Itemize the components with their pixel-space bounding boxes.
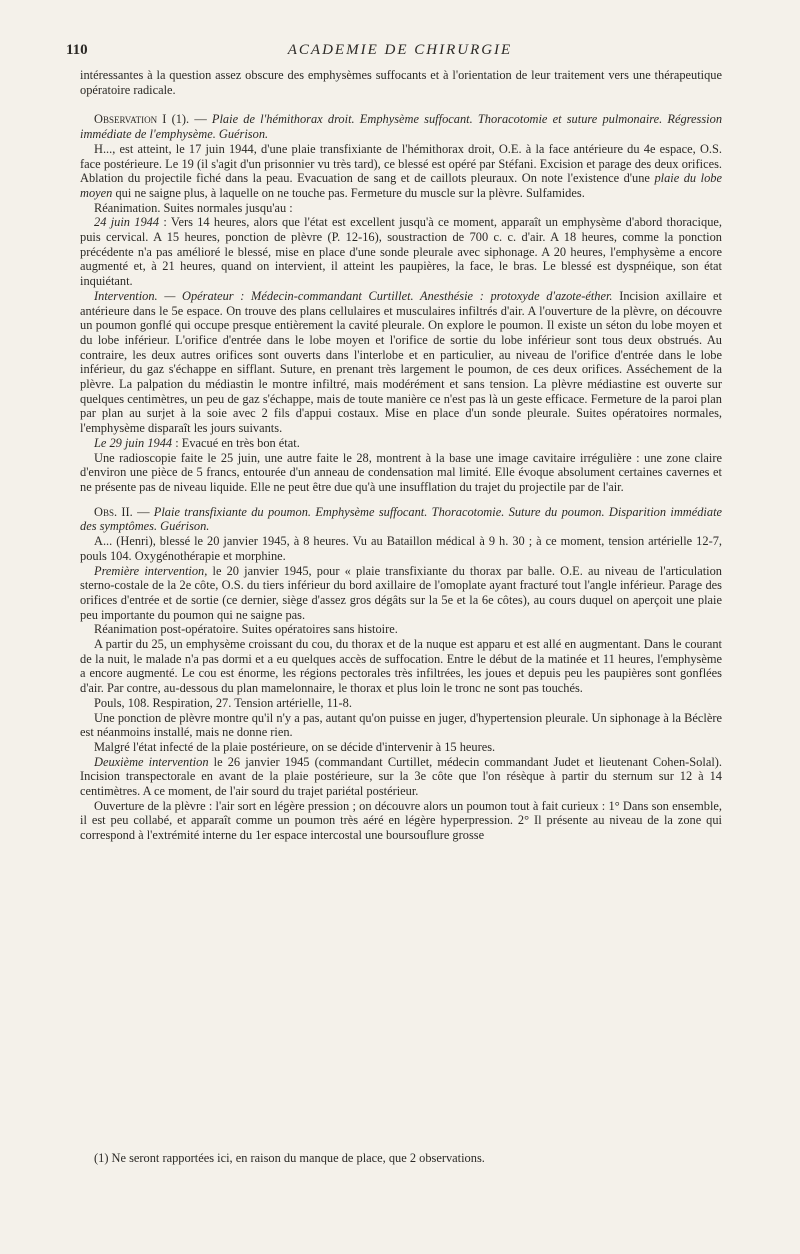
obs1-intervention-label: Intervention. — Opérateur : Médecin-commandant Curtillet. Anesthésie : protoxyde d'azote-éther. [94, 288, 613, 303]
obs2-paragraph: Réanimation post-opératoire. Suites opératoires sans histoire. [94, 622, 398, 637]
observation-label: Obs. II. — [94, 504, 154, 519]
obs2-paragraph: A... (Henri), blessé le 20 janvier 1945, à 8 heures. Vu au Bataillon médical à 9 h. 30 ; à ce moment, tension artérielle 12-7, pouls 104. Oxygénothérapie et morphine. [80, 534, 722, 563]
observation-2-heading [80, 505, 722, 534]
obs1-p1-text: H..., est atteint, le 17 juin 1944, d'une plaie transfixiante de l'hémithorax droit, O.E. à la face antérieure du 4e espace, O.S. face postérieure. Le 19 (il s'agit d'un prisonnier vu très tard), ce blessé est opéré par Stéfani. Excision et parage des deux orifices. Ablation du projectile fiché dans la peau. Evacuation de sang et de caillots pleuraux. On note l'existence d'une [80, 141, 722, 186]
obs2-p8-text: le 26 janvier 1945 (commandant Curtillet, médecin commandant Judet et lieutenant Cohen-Solal). Incision transpectorale en avant de la plaie postérieure, sur la 3e côte que l'on résèque à partir du sternum sur 12 à 14 centimètres. A ce moment, de l'air sourd du trajet pariétal postérieur. [80, 754, 722, 799]
obs1-p4-text: Incision axillaire et antérieure dans le 5e espace. On trouve des plans cellulaires et musculaires infiltrés d'air. A l'ouverture de la plèvre, on découvre un poumon gonflé qui occupe presque entièrement la cavité pleurale. On explore le poumon. Il existe un séton du lobe moyen et du lobe inférieur. L'orifice d'entrée dans le lobe moyen et l'orifice de sortie du lobe inférieur sont tous deux obstrués. Au contraire, les deux autres orifices sont ouverts dans l'interlobe et en particulier, au niveau de l'orifice d'entrée dans le lobe inférieur, du gaz s'échappe en sifflant. Suture, en prenant très largement le poumon, de ces deux orifices. Asséchement de la plèvre. La palpation du médiastin le montre infiltré, mais modérément et sans tension. La plèvre médiastine est ouverte sur quelques centimètres, un peu de gaz s'échappe, mais de toute manière ce n'est pas là un geste efficace. Fermeture de la paroi plan par plan au surjet à la soie avec 2 fils d'appui costaux. Mise en place d'un sonde pleurale. Suites opératoires normales, l'emphysème disparaît les jours suivants. [80, 288, 722, 436]
obs1-p5-text: : Evacué en très bon état. [175, 435, 300, 450]
observation-1-title: Plaie de l'hémithorax droit. Emphysème suffocant. Thoracotomie et suture pulmonaire. Régression immédiate de l'emphysème. Guérison. [80, 112, 723, 142]
obs2-intervention-label: Deuxième intervention [94, 754, 209, 769]
obs1-paragraph [80, 142, 722, 201]
obs1-paragraph [80, 436, 722, 451]
obs1-paragraph: Réanimation. Suites normales jusqu'au : [94, 200, 293, 215]
obs2-p2-text: le 20 janvier 1945, pour « plaie transfixiante du thorax par balle. O.E. au niveau de l'articulation sterno-costale de la 2e côte, O.S. du tiers inférieur du bord axillaire de l'omoplate ayant fracturé tout l'angle inférieur. Parage des orifices d'entrée et de sortie (ce dernier, siège d'assez gros dégâts sur la 5e et la 6e côtes), au cours duquel on aperçoit une plaie peu importante du poumon qui ne saigne pas. [80, 563, 722, 622]
obs2-paragraph: A partir du 25, un emphysème croissant du cou, du thorax et de la nuque est apparu et est allé en augmentant. Dans le courant de la nuit, le malade n'a pas dormi et a eu quelques accès de suffocation. Entre le début de la matinée et 11 heures, l'emphysème a encore augmenté. Le cou est énorme, les régions pectorales très infiltrées, les joues et depuis peu les paupières sont gonflées d'air. Par contre, au-dessous du plan mamelonnaire, le thorax et plus loin le tronc ne sont pas touchés. [80, 637, 722, 696]
obs1-p1-end: qui ne saigne plus, à laquelle on ne touche pas. Fermeture du muscle sur la plèvre. Sulfamides. [115, 185, 585, 200]
footnote: (1) Ne seront rapportées ici, en raison du manque de place, que 2 observations. [94, 1151, 485, 1165]
obs1-paragraph [80, 289, 722, 436]
obs1-date: Le 29 juin 1944 [94, 435, 173, 450]
obs2-paragraph [80, 755, 722, 799]
body-text [80, 68, 722, 843]
page-number: 110 [66, 42, 88, 58]
obs1-paragraph: Une radioscopie faite le 25 juin, une autre faite le 28, montrent à la base une image cavitaire irrégulière : une zone claire d'environ une pièce de 5 francs, entourée d'un anneau de condensation mal limité. Elle évoque absolument certaines cavernes et ne présente pas de niveau liquide. Elle ne peut être due qu'à une insufflation du trajet du projectile par de l'air. [80, 450, 722, 494]
obs1-date: 24 juin 1944 [94, 215, 160, 230]
intro-paragraph: intéressantes à la question assez obscure des emphysèmes suffocants et à l'orientation de leur traitement vers une thérapeutique opératoire radicale. [80, 68, 722, 97]
observation-2-title: Plaie transfixiante du poumon. Emphysème suffocant. Thoracotomie. Suture du poumon. Disparition immédiate des symptômes. Guérison. [80, 504, 723, 534]
obs2-paragraph: Ouverture de la plèvre : l'air sort en légère pression ; on découvre alors un poumon tout à fait curieux : 1° Dans son ensemble, il est peu collabé, et apparaît comme un poumon très aéré en légère hyperpression. 2° Il présente au niveau de la zone qui correspond à l'extrémité interne du 1er espace intercostal une boursouflure grosse [80, 798, 722, 843]
observation-1-heading [80, 112, 722, 141]
obs2-paragraph [80, 564, 722, 623]
obs2-paragraph: Pouls, 108. Respiration, 27. Tension artérielle, 11-8. [94, 695, 352, 710]
obs2-paragraph: Une ponction de plèvre montre qu'il n'y a pas, autant qu'on puisse en juger, d'hypertension pleurale. Un siphonage à la Béclère est néanmoins installé, mais ne donne rien. [80, 710, 722, 740]
obs2-intervention-label: Première intervention, [94, 563, 208, 578]
obs2-paragraph: Malgré l'état infecté de la plaie postérieure, on se décide d'intervenir à 15 heures. [94, 739, 496, 754]
page-header [66, 42, 734, 62]
section-gap [80, 495, 722, 505]
obs1-paragraph [80, 215, 722, 289]
obs1-p3-text: : Vers 14 heures, alors que l'état est excellent jusqu'à ce moment, apparaît un emphysème d'abord thoracique, puis cervical. A 15 heures, ponction de plèvre (P. 12-16), soustraction de 700 c. c. d'air. A 18 heures, comme la ponction précédente n'a pas amélioré le blessé, mise en place d'une sonde pleurale avec siphonage. A 20 heures, l'emphysème a encore augmenté et, à 21 heures, quand on intervient, il atteint les paupières, la face, le bras. Le blessé est dyspnéique, son état inquiétant. [80, 215, 722, 289]
observation-number: I (1). — [157, 112, 212, 127]
running-head: ACADEMIE DE CHIRURGIE [287, 42, 513, 58]
observation-label: Observation [94, 112, 158, 127]
obs1-p1-italic: plaie du lobe moyen [80, 171, 722, 200]
